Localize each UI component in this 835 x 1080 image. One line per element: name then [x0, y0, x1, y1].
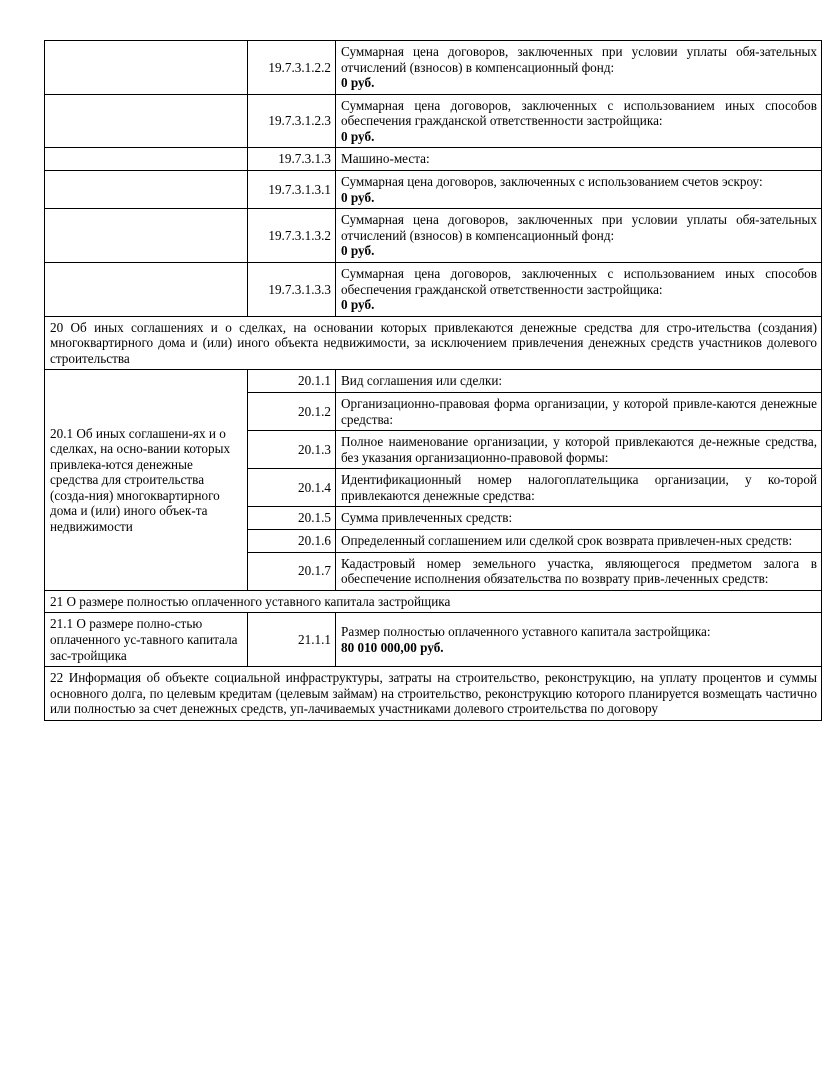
row-content-cell	[336, 262, 822, 316]
row-text: Сумма привлеченных средств:	[341, 510, 513, 526]
row-content-cell	[336, 552, 822, 590]
row-text: Вид соглашения или сделки:	[341, 373, 503, 389]
row-text: Размер полностью оплаченного уставного капитала застройщика:	[341, 624, 711, 640]
row-number-cell: 19.7.3.1.3	[248, 148, 336, 171]
section-header-row-21	[45, 590, 822, 613]
row-text: Кадастровый номер земельного участка, являющегося предметом залога в обеспечение исполнения обязательства по возврату прив-леченных средств:	[341, 555, 817, 587]
table-row	[45, 613, 822, 667]
row-text: Полное наименование организации, у которой привлекаются де-нежные средства, без указания организационно-правовой формы:	[341, 434, 817, 465]
row-label-cell	[45, 262, 248, 316]
row-number-cell: 20.1.6	[248, 530, 336, 553]
row-label-cell	[45, 41, 248, 95]
row-number-cell: 20.1.5	[248, 507, 336, 530]
row-text: Определенный соглашением или сделкой срок возврата привлечен-ных средств:	[341, 533, 793, 549]
table-row	[45, 209, 822, 263]
table-row	[45, 41, 822, 95]
row-number-cell: 20.1.2	[248, 392, 336, 430]
row-content-cell	[336, 431, 822, 469]
row-text: Организационно-правовая форма организации, у которой привле-каются денежные средства:	[341, 395, 817, 427]
section-22-header: 22 Информация об объекте социальной инфраструктуры, затраты на строительство, реконструкцию, на уплату процентов и суммы основного долга, по целевым кредитам (целевым займам) на строительство, реконструкцию которого планируется возмещать частично или полностью за счет денежных средств, уп-лачиваемых участниками долевого строительства по договору	[45, 667, 822, 721]
row-number-cell: 19.7.3.1.3.1	[248, 171, 336, 209]
row-label-cell	[45, 209, 248, 263]
row-text: Суммарная цена договоров, заключенных с использованием иных способов обеспечения гражданской ответственности застройщика:	[341, 265, 817, 297]
row-text: Суммарная цена договоров, заключенных с использованием счетов эскроу:	[341, 174, 763, 190]
section-header-row-22	[45, 667, 822, 721]
row-label-cell	[45, 171, 248, 209]
row-content-cell	[336, 613, 822, 667]
row-content-cell	[336, 469, 822, 507]
section-20-label: 20.1 Об иных соглашени-ях и о сделках, на осно-вании которых привлека-ются денежные средства для строительства (созда-ния) многоквартирного дома и (или) иного объек-та недвижимости	[45, 370, 248, 590]
row-value: 80 010 000,00 руб.	[341, 639, 444, 655]
row-text: Суммарная цена договоров, заключенных при условии уплаты обя-зательных отчислений (взносов) в компенсационный фонд:	[341, 44, 817, 75]
row-number-cell: 19.7.3.1.2.3	[248, 94, 336, 148]
table-row	[45, 171, 822, 209]
row-content-cell	[336, 209, 822, 263]
disclosure-table	[44, 40, 822, 721]
row-value: 0 руб.	[341, 189, 375, 205]
table-row	[45, 148, 822, 171]
row-content-cell	[336, 148, 822, 171]
row-number-cell: 19.7.3.1.3.2	[248, 209, 336, 263]
row-value: 0 руб.	[341, 128, 375, 144]
row-text: Суммарная цена договоров, заключенных с использованием иных способов обеспечения гражданской ответственности застройщика:	[341, 97, 817, 129]
table-row	[45, 370, 822, 393]
section-header-row-20	[45, 316, 822, 370]
row-label-cell	[45, 148, 248, 171]
row-content-cell	[336, 392, 822, 430]
row-value: 0 руб.	[341, 243, 375, 259]
section-21-label: 21.1 О размере полно-стью оплаченного ус-тавного капитала зас-тройщика	[45, 613, 248, 667]
row-text: Машино-места:	[341, 151, 430, 167]
row-number-cell: 20.1.7	[248, 552, 336, 590]
row-text: Идентификационный номер налогоплательщика организации, у ко-торой привлекаются денежные средства:	[341, 472, 817, 503]
row-value: 0 руб.	[341, 75, 375, 91]
row-number-cell: 20.1.3	[248, 431, 336, 469]
row-content-cell	[336, 370, 822, 393]
table-row	[45, 94, 822, 148]
row-content-cell	[336, 530, 822, 553]
row-number-cell: 21.1.1	[248, 613, 336, 667]
table-row	[45, 262, 822, 316]
row-content-cell	[336, 507, 822, 530]
section-20-header: 20 Об иных соглашениях и о сделках, на основании которых привлекаются денежные средства для стро-ительства (создания) многоквартирного дома и (или) иного объекта недвижимости, за исключением привлечения денежных средств участников долевого строительства	[45, 316, 822, 370]
row-content-cell	[336, 171, 822, 209]
row-number-cell: 19.7.3.1.3.3	[248, 262, 336, 316]
section-21-header: 21 О размере полностью оплаченного уставного капитала застройщика	[45, 590, 822, 613]
row-number-cell: 19.7.3.1.2.2	[248, 41, 336, 95]
row-content-cell	[336, 41, 822, 95]
row-label-cell	[45, 94, 248, 148]
row-number-cell: 20.1.4	[248, 469, 336, 507]
row-number-cell: 20.1.1	[248, 370, 336, 393]
row-content-cell	[336, 94, 822, 148]
row-value: 0 руб.	[341, 297, 375, 313]
row-text: Суммарная цена договоров, заключенных при условии уплаты обя-зательных отчислений (взносов) в компенсационный фонд:	[341, 212, 817, 243]
